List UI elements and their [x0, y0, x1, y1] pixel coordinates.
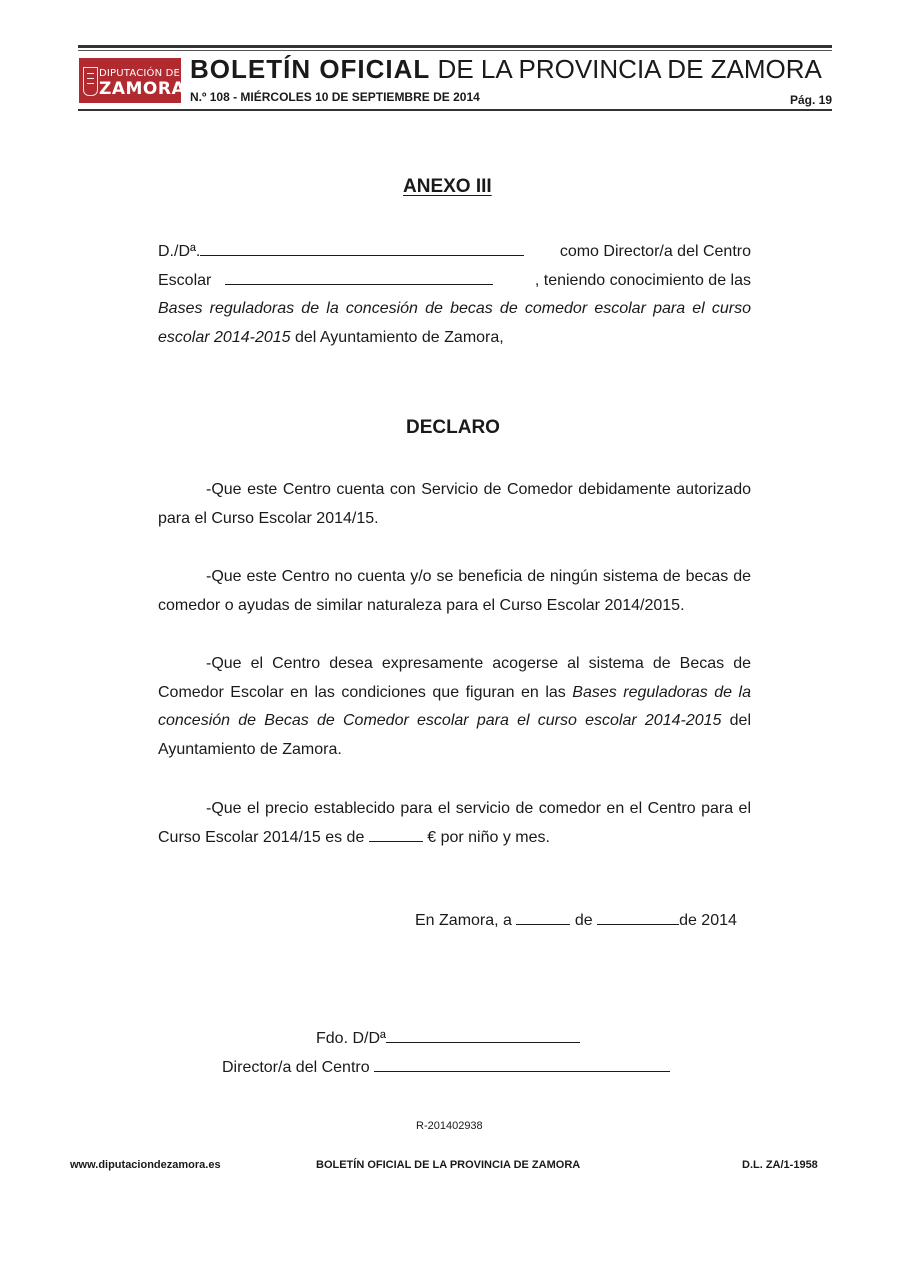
intro-bases-italic: Bases reguladoras de la concesión de becas de comedor escolar para el curso escolar 2014-2015 [158, 300, 751, 346]
declaration-3-start: -Que el Centro desea expresamente acogerse al sistema de Becas de Comedor Escolar en las condiciones que figuran en las [158, 655, 751, 701]
footer-website[interactable]: www.diputaciondezamora.es [70, 1159, 221, 1171]
price-blank-line [369, 840, 423, 842]
intro-escolar-label: Escolar [158, 271, 212, 289]
intro-paragraph [158, 238, 751, 352]
bulletin-title-rest: DE LA PROVINCIA DE ZAMORA [430, 54, 822, 84]
annex-title: ANEXO III [403, 176, 492, 197]
declaration-3-italic: Bases reguladoras de la concesión de Becas de Comedor escolar para el curso escolar 2014-2015 [158, 683, 751, 729]
declaration-2: -Que este Centro no cuenta y/o se beneficia de ningún sistema de becas de comedor o ayudas de similar naturaleza para el Curso Escolar 2014/2015. [158, 568, 751, 614]
intro-knowledge-text: , teniendo conocimiento de las [534, 271, 751, 289]
director-label: Director/a del Centro [222, 1059, 375, 1076]
header-top-rule-thin [78, 50, 832, 51]
intro-director-text: como Director/a del Centro [559, 243, 751, 260]
header-top-rule [78, 45, 832, 48]
footer-legal-deposit: D.L. ZA/1-1958 [742, 1159, 818, 1171]
declaro-heading: DECLARO [406, 417, 500, 438]
day-blank-line [516, 923, 570, 925]
name-blank-line [200, 254, 524, 256]
intro-rest [158, 295, 751, 352]
header-bottom-rule [78, 109, 832, 111]
signature-line [316, 1030, 580, 1048]
declaration-3 [158, 650, 751, 764]
director-line [222, 1059, 670, 1077]
bulletin-title-bold: BOLETÍN OFICIAL [190, 54, 431, 84]
page-number: Pág. 19 [789, 93, 832, 107]
declaration-1: -Que este Centro cuenta con Servicio de Comedor debidamente autorizado para el Curso Escolar 2014/15. [158, 481, 751, 527]
coat-of-arms-icon [83, 67, 98, 96]
signature-fdo-label: Fdo. D/Dª [316, 1030, 386, 1047]
intro-tail: del Ayuntamiento de Zamora, [290, 328, 504, 346]
signature-blank-line [386, 1041, 580, 1043]
declaration-4 [158, 795, 751, 852]
director-blank-line [374, 1070, 670, 1072]
declaration-4-end: € por niño y mes. [422, 828, 550, 846]
date-de-text: de [570, 912, 598, 929]
diputacion-logo [79, 58, 186, 103]
school-blank-line [225, 283, 493, 285]
intro-line-1 [158, 238, 751, 267]
date-line [415, 912, 737, 930]
reference-code: R-201402938 [416, 1120, 483, 1132]
intro-name-label: D./Dª. [158, 243, 201, 260]
bulletin-title [190, 54, 822, 85]
intro-line-2 [158, 267, 751, 296]
month-blank-line [597, 923, 679, 925]
declaration-3-end: del Ayuntamiento de Zamora. [158, 712, 752, 758]
date-place-text: En Zamora, a [415, 912, 517, 929]
issue-line: N.º 108 - MIÉRCOLES 10 DE SEPTIEMBRE DE 2014 [190, 90, 480, 104]
logo-small-text: DIPUTACIÓN DE [99, 68, 181, 79]
footer-bulletin-name: BOLETÍN OFICIAL DE LA PROVINCIA DE ZAMORA [316, 1159, 581, 1171]
date-year-text: de 2014 [679, 912, 737, 929]
declaration-4-start: -Que el precio establecido para el servicio de comedor en el Centro para el Curso Escolar 2014/15 es de [158, 800, 751, 846]
logo-main-text: ZAMORA [99, 79, 186, 99]
